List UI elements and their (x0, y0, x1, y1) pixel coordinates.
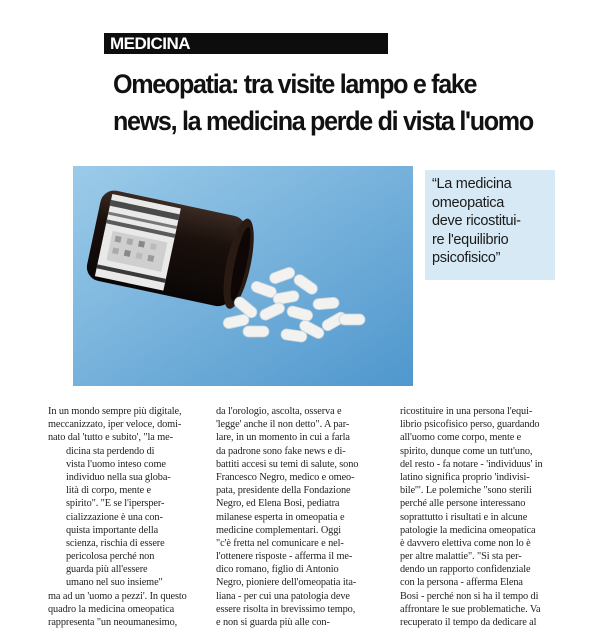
body-column-3 (400, 405, 562, 629)
body-line: quadro la medicina omeopatica (48, 603, 175, 615)
body-line: liana - per cui una patologia deve (216, 590, 350, 602)
body-line: spirito, dunque come un tutt'uno, (400, 445, 533, 457)
headline-line-2: news, la medicina perde di vista l'uomo (113, 106, 533, 136)
section-label: MEDICINA (110, 34, 191, 53)
body-line: In un mondo sempre più digitale, (48, 406, 182, 417)
section-header-bar (104, 33, 388, 54)
body-line: umano nel suo insieme" (66, 577, 163, 589)
body-line: l'ottenere risposte - afferma il me- (216, 551, 353, 563)
body-line: nato dal 'tutto e subito', "la me- (48, 432, 173, 444)
body-line: lità di corpo, mente e (66, 485, 152, 497)
body-line: individuo nella sua globa- (66, 471, 171, 483)
body-line: pericolosa perché non (66, 551, 155, 563)
pill-bottle-illustration (73, 166, 413, 386)
body-line: scienza, rischia di essere (66, 537, 165, 549)
body-line: meccanizzato, iper veloce, domi- (48, 419, 182, 431)
body-line: ricostituire in una persona l'equi- (400, 406, 533, 417)
body-line: vista l'uomo inteso come (66, 458, 166, 470)
body-line: Bosi - perché non si ha il tempo di (400, 590, 539, 602)
body-line: dicina sta perdendo di (66, 445, 155, 457)
pull-quote-box (425, 170, 555, 280)
body-line: ma ad un 'uomo a pezzi'. In questo (48, 590, 187, 602)
body-line: medicine complementari. Oggi (216, 524, 342, 536)
body-line: soprattutto i risultati e in alcune (400, 511, 528, 523)
pull-quote-line: deve ricostitui- (432, 213, 521, 229)
article-photo (73, 166, 413, 386)
body-line: "c'è fretta nel comunicare e nel- (216, 537, 344, 549)
body-line: patologie la medicina omeopatica (400, 524, 536, 536)
body-line: guarda più all'essere (66, 564, 148, 576)
body-line: è davvero elettiva come non lo è (400, 537, 531, 549)
body-line: all'uomo come corpo, mente e (400, 432, 522, 444)
body-line: dico romano, figlio di Antonio (216, 564, 339, 576)
body-line: milanese esperta in omeopatia e (216, 511, 345, 523)
body-line: del resto - fa notare - 'individuus' in (400, 458, 543, 470)
pull-quote-line: omeopatica (432, 194, 504, 211)
body-line: 'legge' anche il non detto". A par- (216, 419, 350, 431)
body-line: Negro, pioniere dell'omeopatia ita- (216, 577, 357, 589)
body-line: Francesco Negro, medico e omeo- (216, 471, 355, 483)
pull-quote-line: psicofisico” (432, 250, 501, 266)
body-line: e non si guarda più alle con- (216, 617, 330, 628)
body-line: perché alle persone interessano (400, 498, 526, 510)
body-line: essere risolta in brevissimo tempo, (216, 603, 356, 615)
body-line: latino significa proprio 'indivisi- (400, 471, 530, 483)
pull-quote-line: re l'equilibrio (432, 231, 509, 248)
body-line: rappresenta "un neoumanesimo, (48, 617, 178, 628)
body-line: spirito". "E se l'ipersper- (66, 498, 165, 510)
pull-quote-text (432, 175, 554, 268)
body-line: battiti accesi su temi di salute, sono (216, 458, 359, 470)
body-line: recuperato il tempo da dedicare al (400, 617, 537, 628)
body-line: dendo un rapporto confidenziale (400, 564, 531, 576)
body-line: con la persona - afferma Elena (400, 577, 523, 589)
pull-quote-line: “La medicina (432, 176, 512, 192)
headline-line-1: Omeopatia: tra visite lampo e fake (113, 69, 477, 99)
body-line: quista importante della (66, 524, 159, 536)
body-line: Negro, ed Elena Bosi, pediatra (216, 498, 340, 510)
body-line: pata, presidente della Fondazione (216, 485, 351, 497)
article-headline (113, 66, 533, 140)
body-column-1 (48, 405, 198, 629)
body-line: librio psicofisico perso, guardando (400, 419, 540, 431)
body-line: cializzazione è una con- (66, 511, 163, 523)
body-column-2 (216, 405, 374, 629)
body-line: da l'orologio, ascolta, osserva e (216, 406, 342, 417)
body-line: per altre malattie". "Si sta per- (400, 551, 522, 563)
body-line: bile'". Le polemiche "sono sterili (400, 485, 532, 497)
body-line: da padrone sono fake news e di- (216, 445, 346, 457)
body-line: affrontare le sue problematiche. Va (400, 603, 541, 615)
body-line: lare, in un momento in cui a farla (216, 432, 350, 444)
